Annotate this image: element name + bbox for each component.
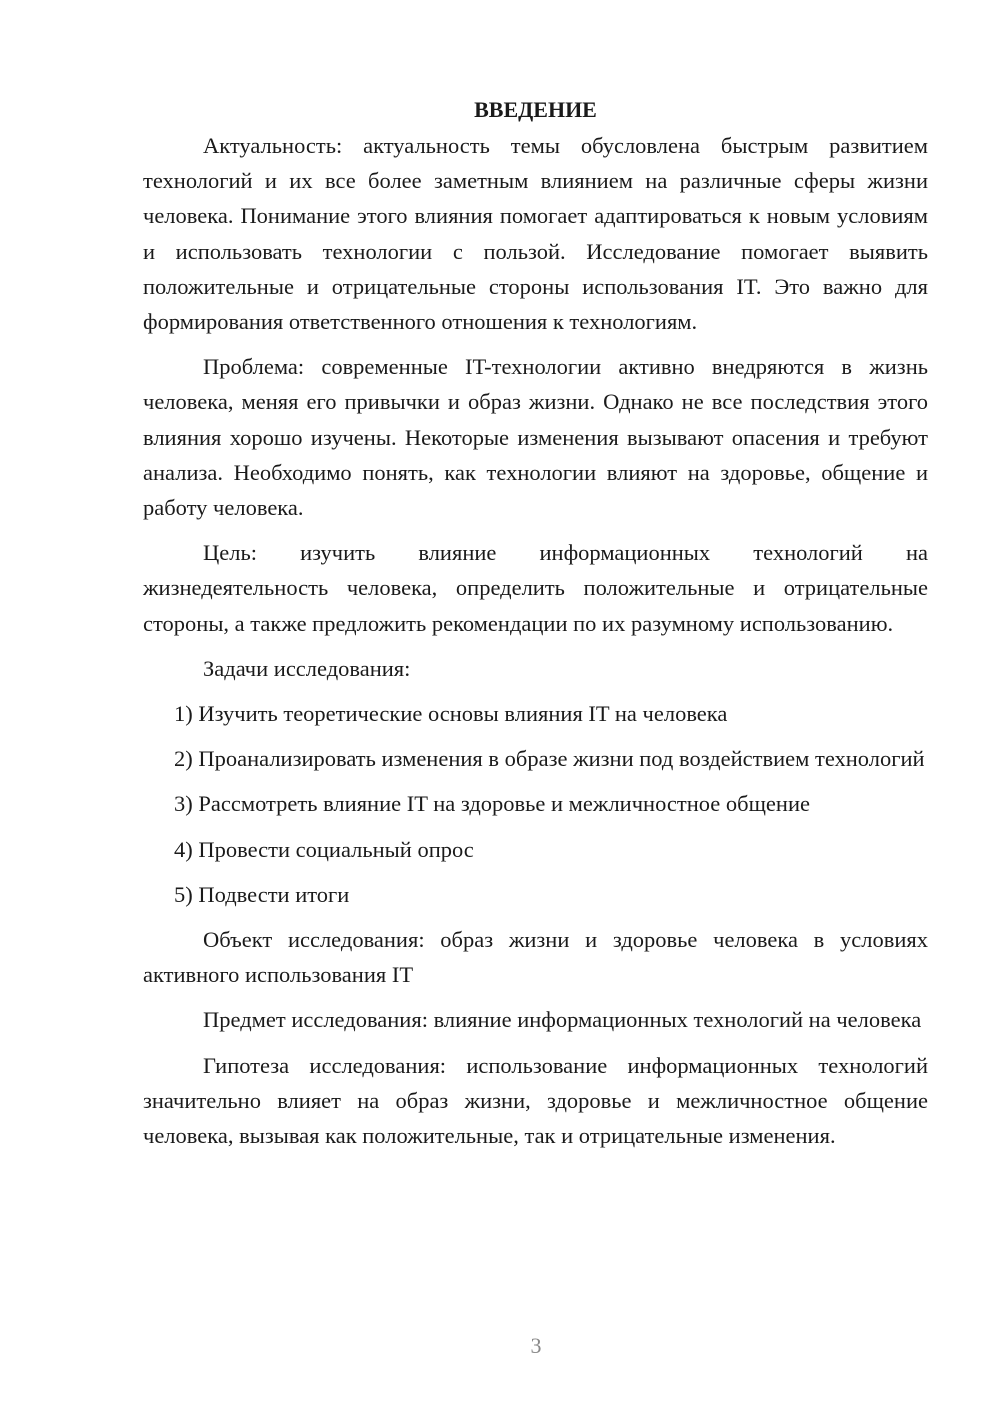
relevance-paragraph: Актуальность: актуальность темы обусловлена быстрым развитием технологий и их все более заметным влиянием на различные сферы жизни человека. Понимание этого влияния помогает адаптироваться к новым условиям и использовать технологии с пользой. Исследование помогает выявить положительные и отрицательные стороны использования IT. Это важно для формирования ответственного отношения к технологиям. xyxy=(143,133,928,335)
task-item: 3) Рассмотреть влияние IT на здоровье и межличностное общение xyxy=(174,791,810,817)
object-paragraph: Объект исследования: образ жизни и здоровье человека в условиях активного использования IT xyxy=(143,927,928,988)
goal-paragraph: Цель: изучить влияние информационных технологий на жизнедеятельность человека, определить положительные и отрицательные стороны, а также предложить рекомендации по их разумному использованию. xyxy=(143,540,928,636)
page-number: 3 xyxy=(530,1333,542,1358)
task-item: 2) Проанализировать изменения в образе жизни под воздействием технологий xyxy=(174,746,925,772)
task-item: 1) Изучить теоретические основы влияния IT на человека xyxy=(174,701,728,727)
task-item: 4) Провести социальный опрос xyxy=(174,836,474,862)
problem-paragraph: Проблема: современные IT-технологии активно внедряются в жизнь человека, меняя его привычки и образ жизни. Однако не все последствия этого влияния хорошо изучены. Некоторые изменения вызывают опасения и требуют анализа. Необходимо понять, как технологии влияют на здоровье, общение и работу человека. xyxy=(143,354,928,521)
tasks-heading: Задачи исследования: xyxy=(203,655,411,681)
page-content xyxy=(143,92,928,1163)
subject-paragraph: Предмет исследования: влияние информационных технологий на человека xyxy=(203,1007,922,1033)
section-title: ВВЕДЕНИЕ xyxy=(474,97,597,122)
hypothesis-paragraph: Гипотеза исследования: использование информационных технологий значительно влияет на образ жизни, здоровье и межличностное общение человека, вызывая как положительные, так и отрицательные изменения. xyxy=(143,1052,928,1149)
task-item: 5) Подвести итоги xyxy=(174,881,350,907)
